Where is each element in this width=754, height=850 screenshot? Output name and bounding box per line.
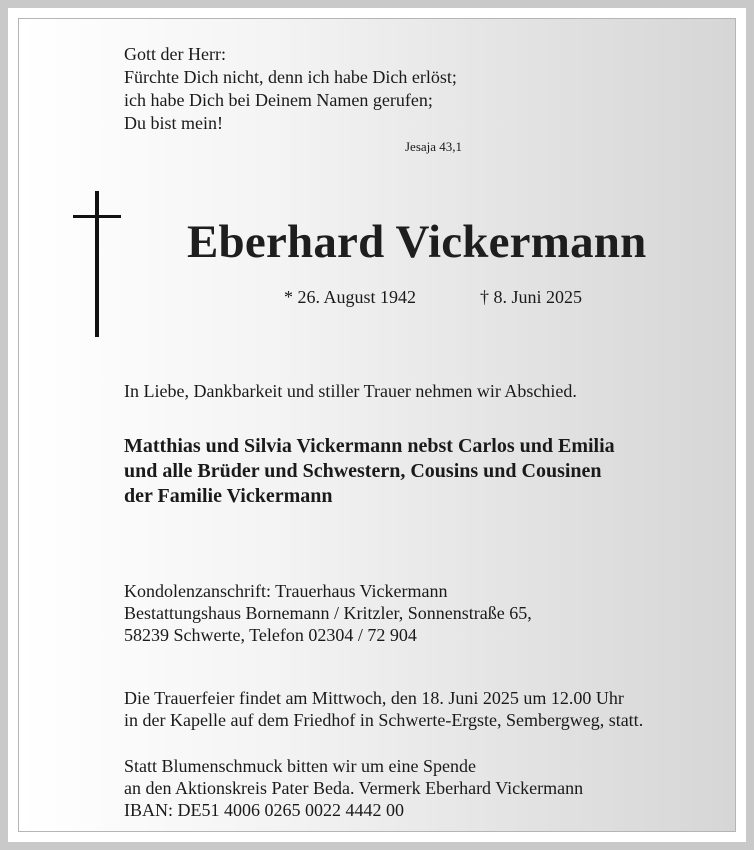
- obituary-card: [18, 18, 736, 832]
- mourner-line: und alle Brüder und Schwestern, Cousins und Cousinen: [124, 460, 602, 482]
- death-date: † 8. Juni 2025: [480, 287, 583, 307]
- verse-line: Du bist mein!: [124, 113, 223, 133]
- verse-line: Gott der Herr:: [124, 44, 226, 64]
- cross-icon: [73, 191, 121, 337]
- verse-reference: Jesaja 43,1: [405, 139, 463, 154]
- bible-verse: [124, 43, 457, 135]
- donation-iban: IBAN: DE51 4006 0265 0022 4442 00: [124, 800, 404, 820]
- donation-line: Statt Blumenschmuck bitten wir um eine Spende: [124, 756, 476, 776]
- obituary-frame: [8, 8, 746, 842]
- funeral-service-info: [124, 687, 643, 731]
- verse-line: ich habe Dich bei Deinem Namen gerufen;: [124, 90, 433, 110]
- farewell-intro: In Liebe, Dankbarkeit und stiller Trauer nehmen wir Abschied.: [124, 381, 577, 401]
- deceased-name: Eberhard Vickermann: [187, 216, 647, 268]
- birth-date: * 26. August 1942: [284, 287, 417, 307]
- condolence-line: 58239 Schwerte, Telefon 02304 / 72 904: [124, 625, 417, 645]
- condolence-address: [124, 580, 532, 646]
- mourners-list: [124, 434, 615, 509]
- mourner-line: der Familie Vickermann: [124, 485, 333, 507]
- service-line: Die Trauerfeier findet am Mittwoch, den 18. Juni 2025 um 12.00 Uhr: [124, 688, 624, 708]
- service-line: in der Kapelle auf dem Friedhof in Schwerte-Ergste, Sembergweg, statt.: [124, 710, 644, 730]
- donation-line: an den Aktionskreis Pater Beda. Vermerk Eberhard Vickermann: [124, 778, 584, 798]
- condolence-line: Kondolenzanschrift: Trauerhaus Vickermann: [124, 581, 448, 601]
- condolence-line: Bestattungshaus Bornemann / Kritzler, Sonnenstraße 65,: [124, 603, 532, 623]
- mourner-line: Matthias und Silvia Vickermann nebst Carlos und Emilia: [124, 435, 615, 457]
- donation-info: [124, 755, 583, 821]
- verse-line: Fürchte Dich nicht, denn ich habe Dich erlöst;: [124, 67, 457, 87]
